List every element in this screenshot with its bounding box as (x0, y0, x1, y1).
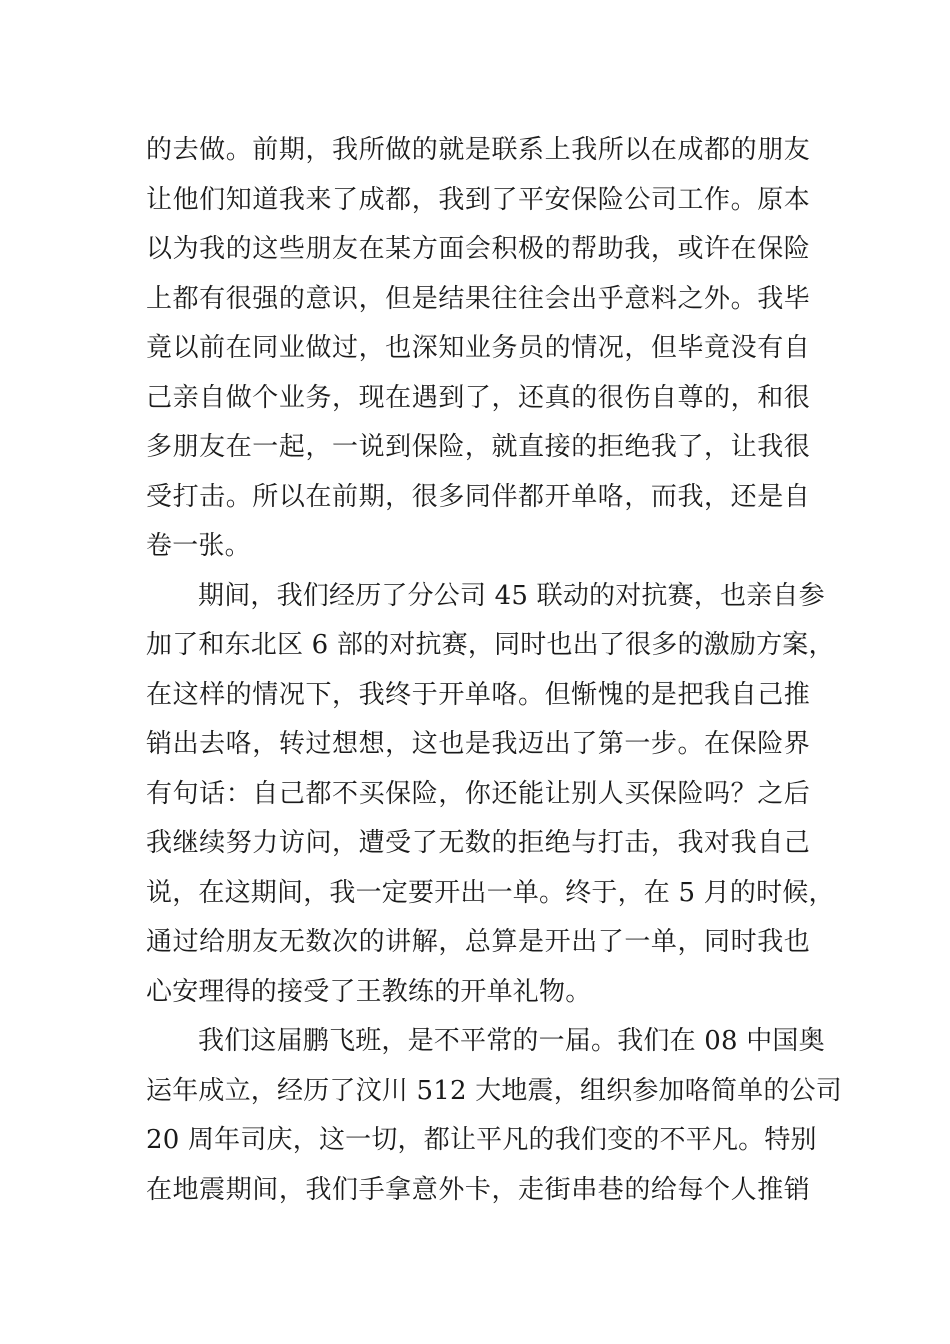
paragraph-line: 我们这届鹏飞班，是不平常的一届。我们在 08 中国奥 (198, 1026, 825, 1056)
paragraph-line: 销出去咯，转过想想，这也是我迈出了第一步。在保险界 (146, 729, 810, 759)
paragraph-line: 我继续努力访问，遭受了无数的拒绝与打击，我对我自己 (146, 828, 810, 858)
paragraph-line: 多朋友在一起，一说到保险，就直接的拒绝我了，让我很 (146, 432, 810, 462)
paragraph-line: 以为我的这些朋友在某方面会积极的帮助我，或许在保险 (146, 234, 810, 264)
paragraph-line: 20 周年司庆，这一切，都让平凡的我们变的不平凡。特别 (146, 1125, 817, 1155)
paragraph-3 (146, 1017, 842, 1215)
body-text (146, 126, 842, 1215)
paragraph-line: 的去做。前期，我所做的就是联系上我所以在成都的朋友 (146, 135, 810, 165)
paragraph-line: 运年成立，经历了汶川 512 大地震，组织参加咯简单的公司 (146, 1075, 842, 1106)
paragraph-line: 受打击。所以在前期，很多同伴都开单咯，而我，还是自 (146, 481, 810, 512)
paragraph-line: 在地震期间，我们手拿意外卡，走街串巷的给每个人推销 (146, 1174, 810, 1205)
paragraph-line: 期间，我们经历了分公司 45 联动的对抗赛，也亲自参 (198, 580, 825, 611)
paragraph-line: 让他们知道我来了成都，我到了平安保险公司工作。原本 (146, 184, 810, 215)
paragraph-line: 通过给朋友无数次的讲解，总算是开出了一单，同时我也 (146, 927, 810, 957)
paragraph-2 (146, 572, 835, 1018)
paragraph-line: 竟以前在同业做过，也深知业务员的情况，但毕竟没有自 (146, 333, 810, 363)
paragraph-line: 说，在这期间，我一定要开出一单。终于，在 5 月的时候， (146, 877, 835, 908)
paragraph-line: 己亲自做个业务，现在遇到了，还真的很伤自尊的，和很 (146, 382, 810, 413)
paragraph-line: 加了和东北区 6 部的对抗赛，同时也出了很多的激励方案， (146, 630, 835, 660)
paragraph-line: 心安理得的接受了王教练的开单礼物。 (146, 976, 592, 1007)
paragraph-line: 上都有很强的意识，但是结果往往会出乎意料之外。我毕 (146, 283, 810, 314)
paragraph-line: 在这样的情况下，我终于开单咯。但惭愧的是把我自己推 (146, 679, 810, 710)
paragraph-1 (146, 126, 810, 572)
paragraph-line: 卷一张。 (146, 531, 251, 561)
paragraph-line: 有句话：自己都不买保险，你还能让别人买保险吗？之后 (146, 778, 810, 809)
